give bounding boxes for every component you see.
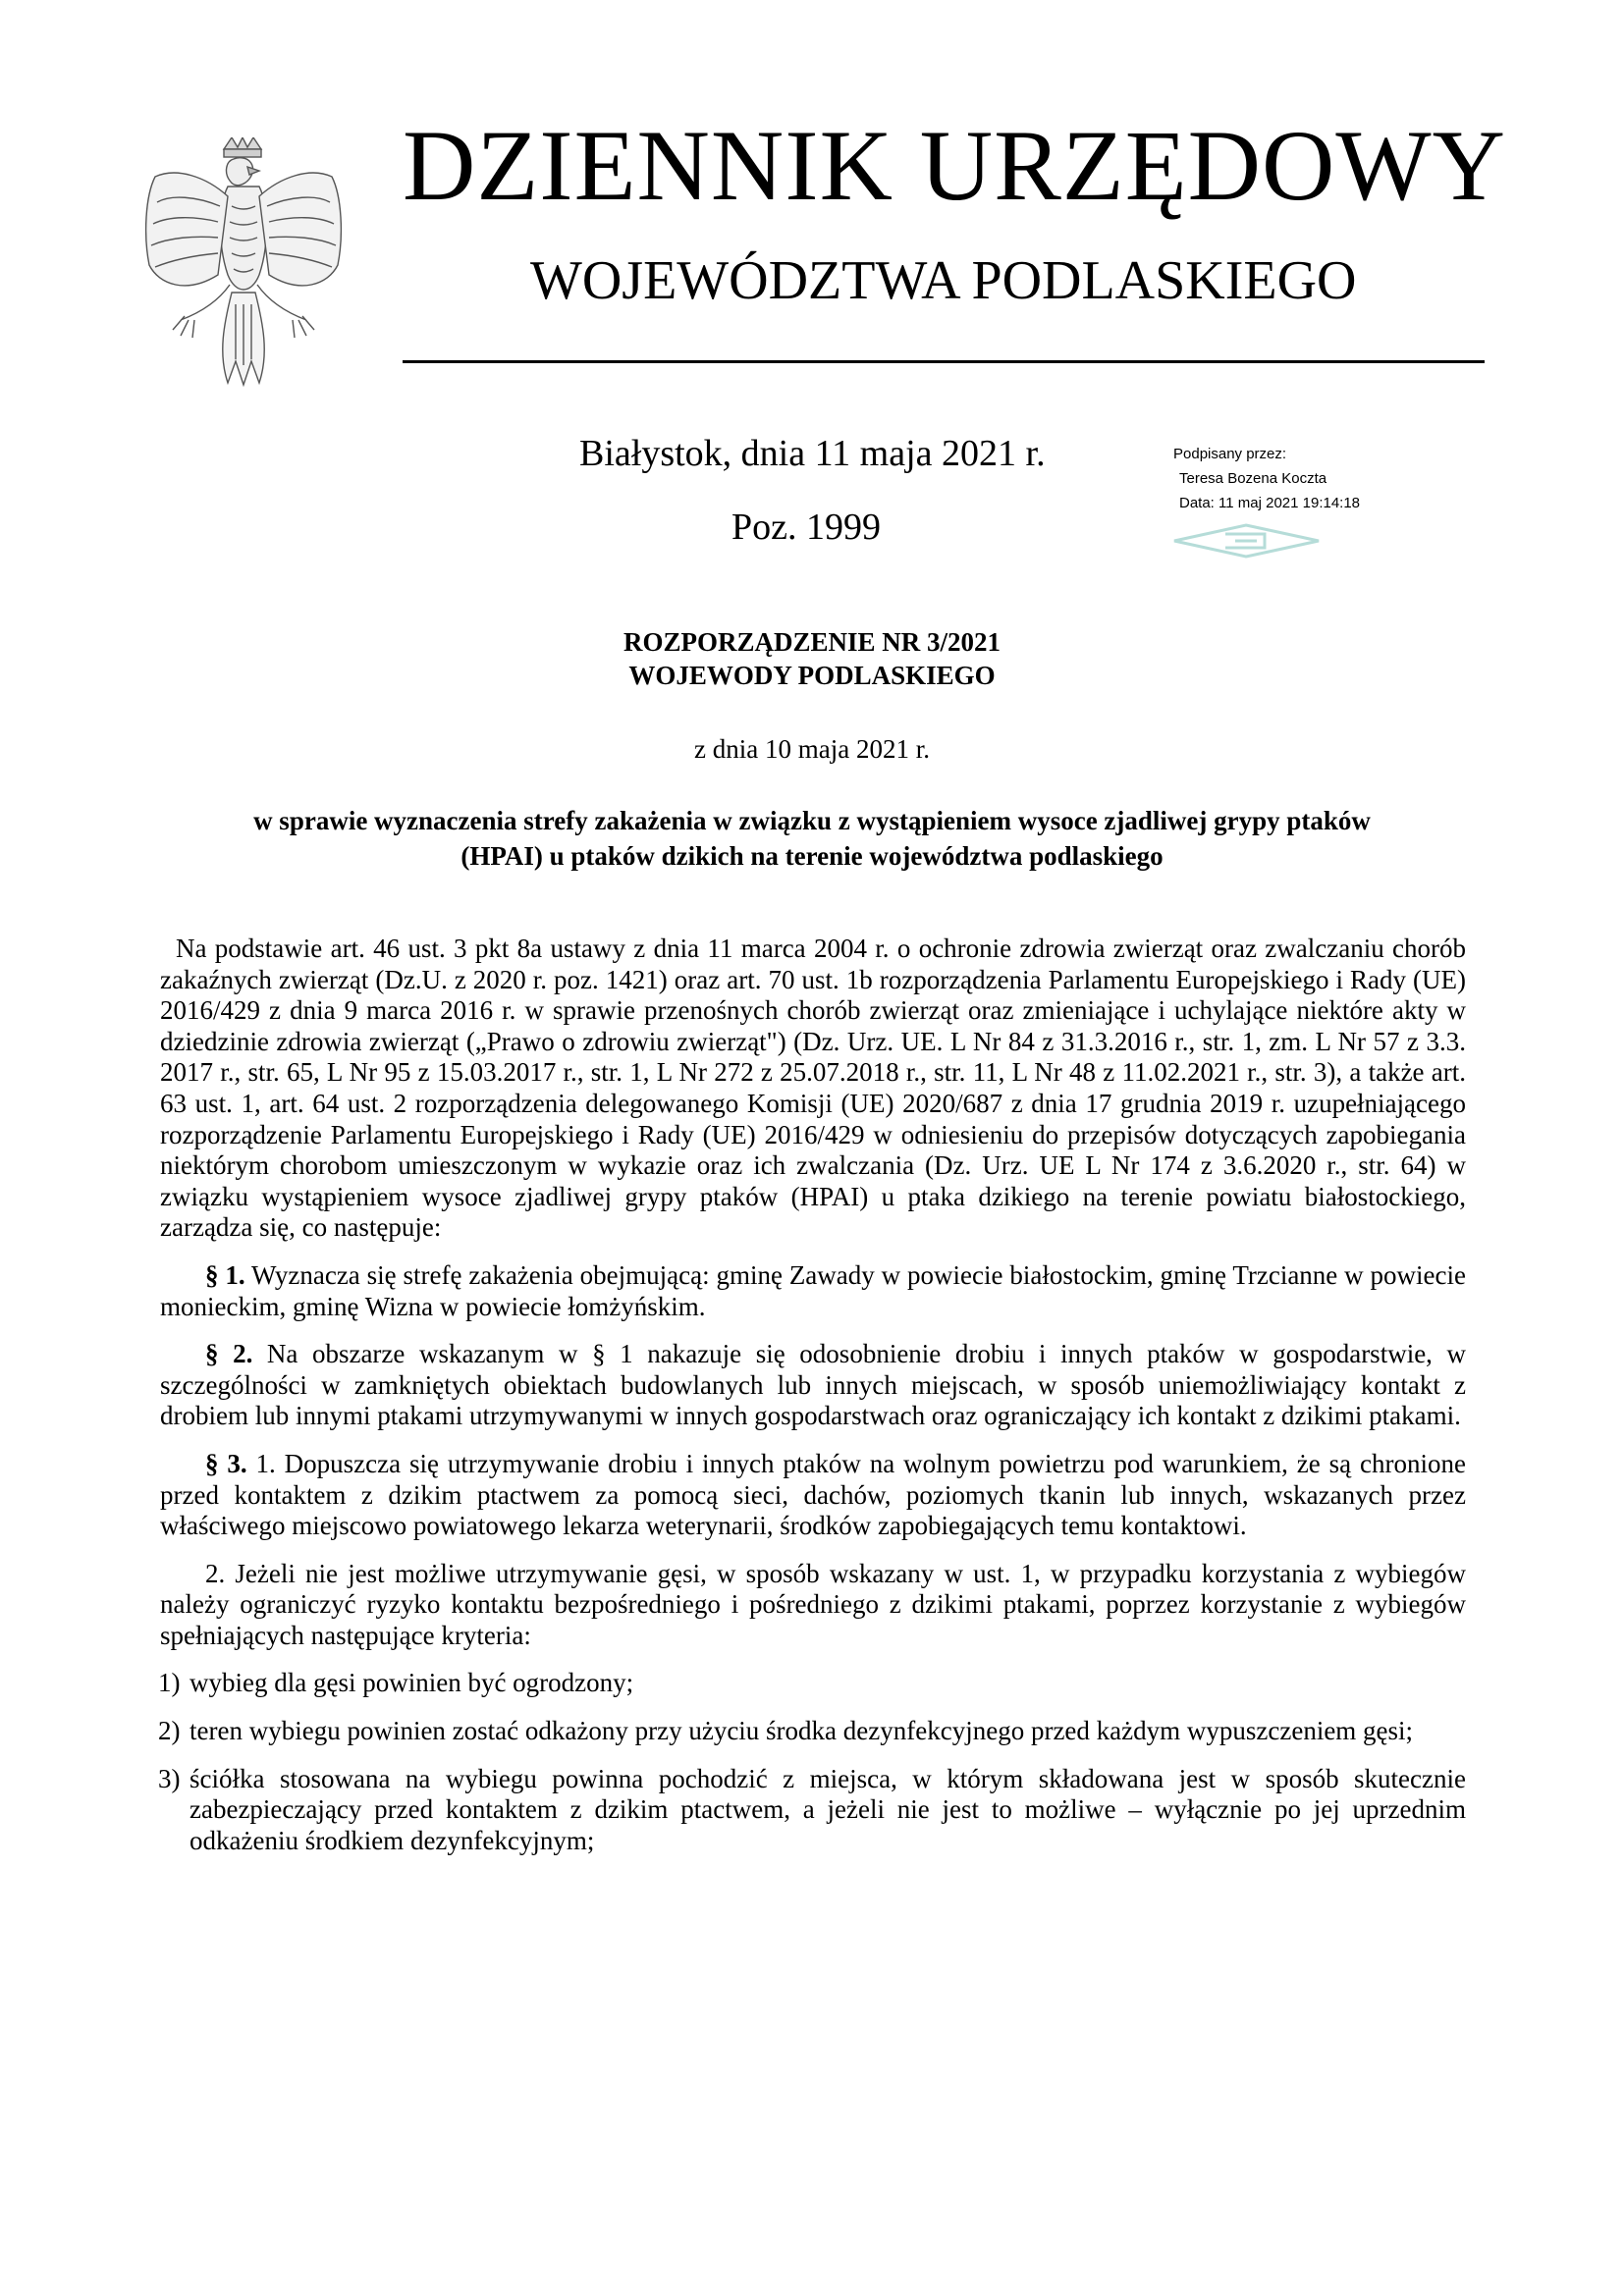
section-1 <box>160 1260 1466 1322</box>
journal-subtitle: WOJEWÓDZTWA PODLASKIEGO <box>530 250 1357 311</box>
list-text: wybieg dla gęsi powinien być ogrodzony; <box>189 1668 634 1698</box>
regulation-date: z dnia 10 maja 2021 r. <box>694 734 930 764</box>
section-text: Wyznacza się strefę zakażenia obejmującą: gminę Zawady w powiecie białostockim, gminę Trzcianne w powiecie monieckim, gminę Wizna w powiecie łomżyńskim. <box>160 1259 1466 1321</box>
list-item <box>160 1668 1466 1699</box>
section-label: § 3. <box>205 1448 247 1478</box>
regulation-issuer: WOJEWODY PODLASKIEGO <box>628 661 996 690</box>
section-3 <box>160 1449 1466 1542</box>
list-text: teren wybiegu powinien zostać odkażony przy użyciu środka dezynfekcyjnego przed każdym wypuszczeniem gęsi; <box>189 1716 1414 1746</box>
regulation-subject-line: (HPAI) u ptaków dzikich na terenie województwa podlaskiego <box>460 841 1164 871</box>
list-number: 1) <box>158 1668 181 1698</box>
list-item <box>160 1716 1466 1747</box>
regulation-subject <box>0 803 1624 874</box>
signature-validity-mark-icon <box>1170 522 1323 560</box>
section-2 <box>160 1339 1466 1432</box>
regulation-body <box>160 934 1466 1856</box>
white-eagle-emblem-icon <box>137 137 349 388</box>
journal-title: DZIENNIK URZĘDOWY <box>403 110 1506 222</box>
list-item <box>160 1764 1466 1857</box>
regulation-subject-line: w sprawie wyznaczenia strefy zakażenia w związku z wystąpieniem wysoce zjadliwej grypy ptaków <box>253 806 1371 835</box>
regulation-title: ROZPORZĄDZENIE NR 3/2021 <box>623 627 1001 657</box>
section-text: Na obszarze wskazanym w § 1 nakazuje się odosobnienie drobiu i innych ptaków w gospodarstwie, w szczególności w zamkniętych obiektach budowlanych lub innych miejscach, w sposób uniemożliwiający kontakt z drobiem lub innymi ptakami utrzymywanymi w innych gospodarstwach oraz ograniczający ich kontakt z dzikimi ptakami. <box>160 1339 1467 1431</box>
section-3-paragraph-2: 2. Jeżeli nie jest możliwe utrzymywanie gęsi, w sposób wskazany w ust. 1, w przypadku korzystania z wybiegów należy ograniczyć ryzyko kontaktu bezpośredniego i pośredniego z dzikimi ptakami, poprzez korzystanie z wybiegów spełniających następujące kryteria: <box>160 1558 1466 1650</box>
list-text: ściółka stosowana na wybiegu powinna pochodzić z miejsca, w którym składowana jest w sposób skutecznie zabezpieczający przed kontaktem z dzikim ptactwem, a jeżeli nie jest to możliwe – wyłącznie po jej uprzednim odkażeniu środkiem dezynfekcyjnym; <box>189 1763 1466 1855</box>
list-number: 2) <box>158 1716 181 1746</box>
section-label: § 1. <box>205 1259 245 1290</box>
place-date: Białystok, dnia 11 maja 2021 r. <box>579 433 1046 474</box>
position-number: Poz. 1999 <box>731 507 881 548</box>
preamble-paragraph: Na podstawie art. 46 ust. 3 pkt 8a ustawy z dnia 11 marca 2004 r. o ochronie zdrowia zwierząt oraz zwalczaniu chorób zakaźnych zwierząt (Dz.U. z 2020 r. poz. 1421) oraz art. 70 ust. 1b rozporządzenia Parlamentu Europejskiego i Rady (UE) 2016/429 z dnia 9 marca 2016 r. w sprawie przenośnych chorób zwierząt oraz zmieniające i uchylające niektóre akty w dziedzinie zdrowia zwierząt („Prawo o zdrowiu zwierząt") (Dz. Urz. UE. L Nr 84 z 31.3.2016 r., str. 1, zm. L Nr 57 z 3.3. 2017 r., str. 65, L Nr 95 z 15.03.2017 r., str. 1, L Nr 272 z 25.07.2018 r., str. 11, L Nr 48 z 11.02.2021 r., str. 3), a także art. 63 ust. 1, art. 64 ust. 2 rozporządzenia delegowanego Komisji (UE) 2020/687 z dnia 17 grudnia 2019 r. uzupełniającego rozporządzenie Parlamentu Europejskiego i Rady (UE) 2016/429 w odniesieniu do przepisów dotyczących zapobiegania niektórym chorobom umieszczonym w wykazie oraz ich zwalczania (Dz. Urz. UE L Nr 174 z 3.6.2020 r., str. 64) w związku wystąpieniem wysoce zjadliwej grypy ptaków (HPAI) u ptaka dzikiego na terenie powiatu białostockiego, zarządza się, co następuje: <box>160 934 1466 1243</box>
list-number: 3) <box>158 1763 181 1793</box>
signature-label: Podpisany przez: <box>1173 446 1287 462</box>
section-text: 1. Dopuszcza się utrzymywanie drobiu i innych ptaków na wolnym powietrzu pod warunkiem, że są chronione przed kontaktem z dzikim ptactwem za pomocą sieci, dachów, poziomych tkanin lub innych, wskazanych przez właściwego miejscowo powiatowego lekarza weterynarii, środków zapobiegających temu kontaktowi. <box>160 1448 1467 1541</box>
electronic-signature <box>1173 442 1429 515</box>
section-label: § 2. <box>205 1339 253 1369</box>
signature-date: Data: 11 maj 2021 19:14:18 <box>1179 495 1361 511</box>
signature-signer: Teresa Bozena Koczta <box>1179 470 1327 487</box>
header-divider <box>403 360 1485 363</box>
